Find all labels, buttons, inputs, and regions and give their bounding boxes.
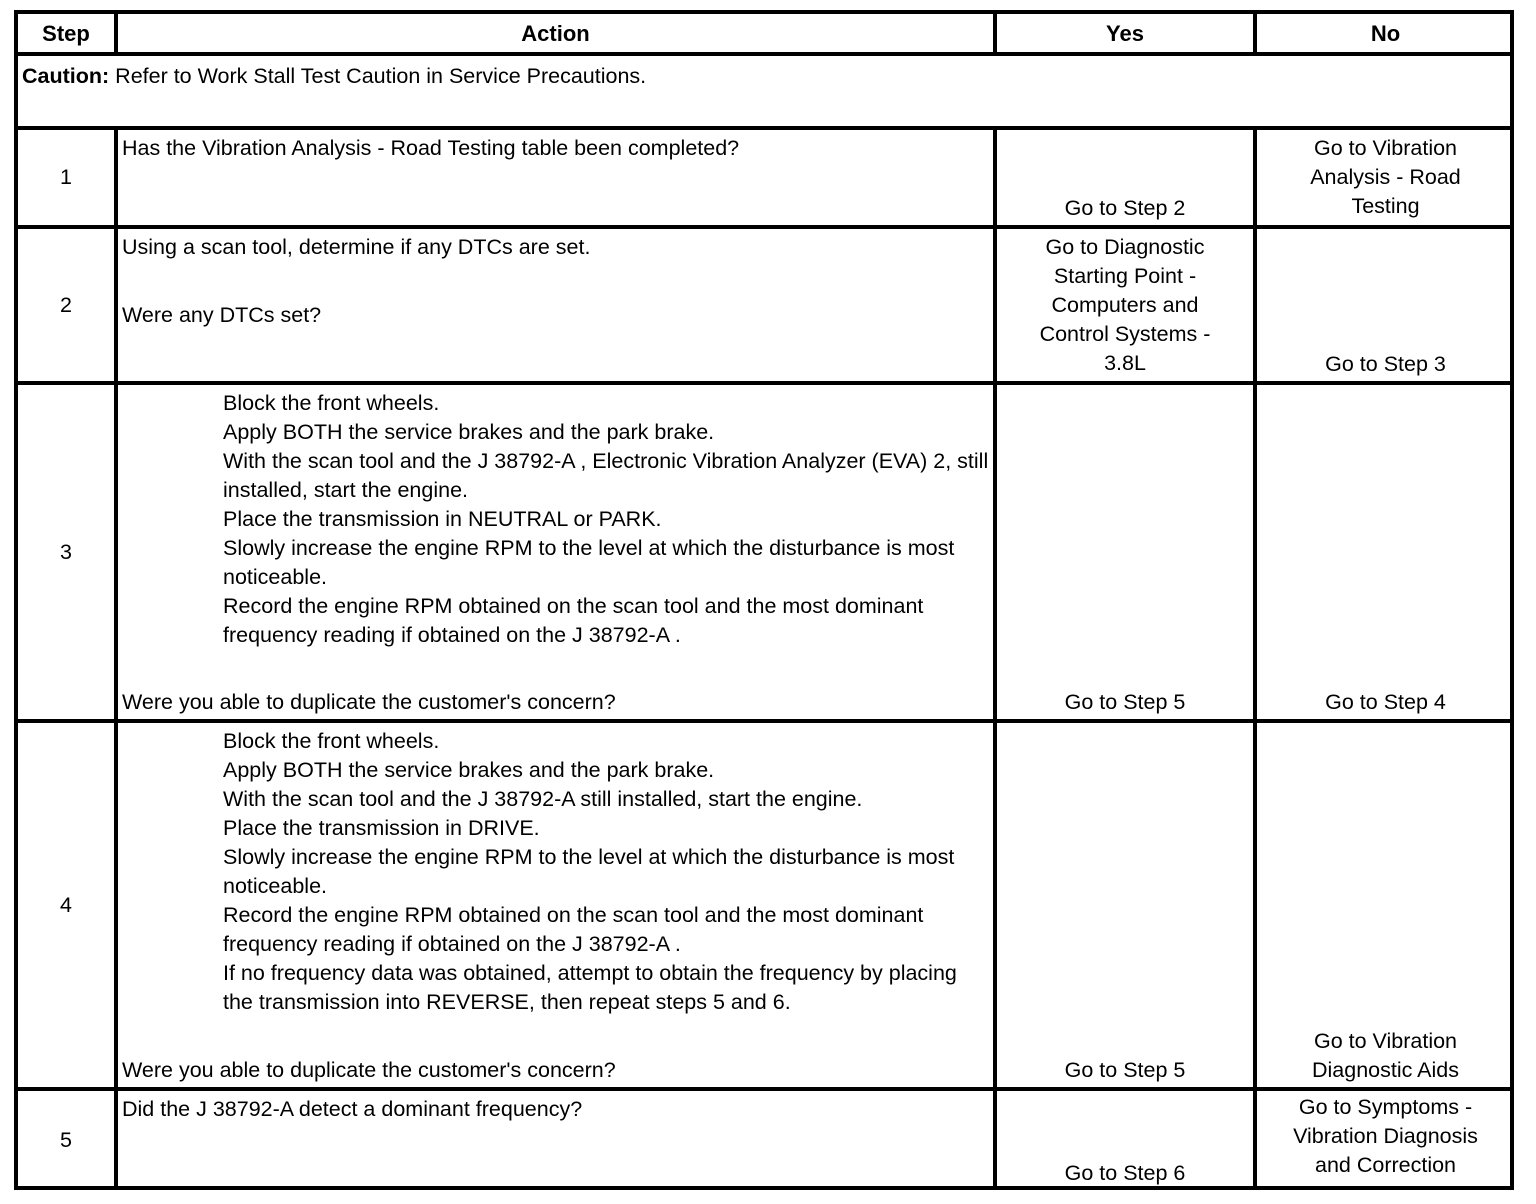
yes-cell: Go to Step 5 <box>1064 690 1186 714</box>
header-step: Step <box>42 20 90 46</box>
step-number: 1 <box>60 165 72 189</box>
list-item: Apply BOTH the service brakes and the park brake. <box>223 420 715 444</box>
list-item: Place the transmission in DRIVE. <box>223 816 540 840</box>
action-cell <box>118 1091 993 1190</box>
no-cell: Go to Vibration Diagnostic Aids <box>1312 1029 1459 1082</box>
no-cell: Go to Vibration Analysis - Road Testing <box>1310 136 1461 218</box>
yes-cell: Go to Step 6 <box>1064 1161 1186 1185</box>
action-cell <box>118 229 993 381</box>
no-cell: Go to Symptoms - Vibration Diagnosis and Correction <box>1293 1095 1478 1177</box>
header-action: Action <box>521 20 590 46</box>
diagnostic-table <box>14 10 1514 1190</box>
yes-cell: Go to Step 5 <box>1064 1058 1186 1082</box>
list-item: If no frequency data was obtained, attempt to obtain the frequency by placing the transmission into REVERSE, then repeat steps 5 and 6. <box>223 961 957 1014</box>
step-number: 5 <box>60 1128 72 1152</box>
action-cell <box>118 723 993 1087</box>
action-intro: Using a scan tool, determine if any DTCs are set. <box>122 235 591 259</box>
caution-note <box>18 56 1510 126</box>
list-item: Slowly increase the engine RPM to the level at which the disturbance is most noticeable. <box>223 845 955 898</box>
no-cell: Go to Step 4 <box>1325 690 1446 714</box>
list-item: Apply BOTH the service brakes and the park brake. <box>223 758 715 782</box>
action-question: Were you able to duplicate the customer's concern? <box>122 1058 616 1082</box>
caution-label: Caution: <box>22 64 110 88</box>
step-number: 3 <box>60 539 72 564</box>
step-number: 4 <box>60 892 72 917</box>
action-question: Did the J 38792-A detect a dominant frequency? <box>122 1097 583 1121</box>
list-item: With the scan tool and the J 38792-A , Electronic Vibration Analyzer (EVA) 2, still installed, start the engine. <box>223 449 989 502</box>
list-item: With the scan tool and the J 38792-A still installed, start the engine. <box>223 787 863 811</box>
list-item: Record the engine RPM obtained on the scan tool and the most dominant frequency reading if obtained on the J 38792-A . <box>223 903 924 956</box>
list-item: Block the front wheels. <box>223 391 440 415</box>
list-item: Slowly increase the engine RPM to the level at which the disturbance is most noticeable. <box>223 536 955 589</box>
no-cell: Go to Step 3 <box>1325 352 1446 376</box>
caution-text: Refer to Work Stall Test Caution in Service Precautions. <box>109 64 647 88</box>
action-question: Has the Vibration Analysis - Road Testing table been completed? <box>122 136 740 160</box>
header-no: No <box>1370 20 1401 46</box>
action-question: Were you able to duplicate the customer's concern? <box>122 690 616 714</box>
yes-cell: Go to Diagnostic Starting Point - Computers and Control Systems - 3.8L <box>1039 235 1211 375</box>
action-question: Were any DTCs set? <box>122 303 322 327</box>
step-number: 2 <box>60 292 72 317</box>
action-cell <box>118 130 993 225</box>
list-item: Block the front wheels. <box>223 729 440 753</box>
list-item: Place the transmission in NEUTRAL or PARK. <box>223 507 662 531</box>
header-yes: Yes <box>1106 20 1144 46</box>
action-steps-list <box>122 389 989 650</box>
list-item: Record the engine RPM obtained on the scan tool and the most dominant frequency reading if obtained on the J 38792-A . <box>223 594 924 647</box>
yes-cell: Go to Step 2 <box>1064 196 1186 220</box>
action-cell <box>118 385 993 719</box>
action-steps-list <box>122 727 989 1017</box>
